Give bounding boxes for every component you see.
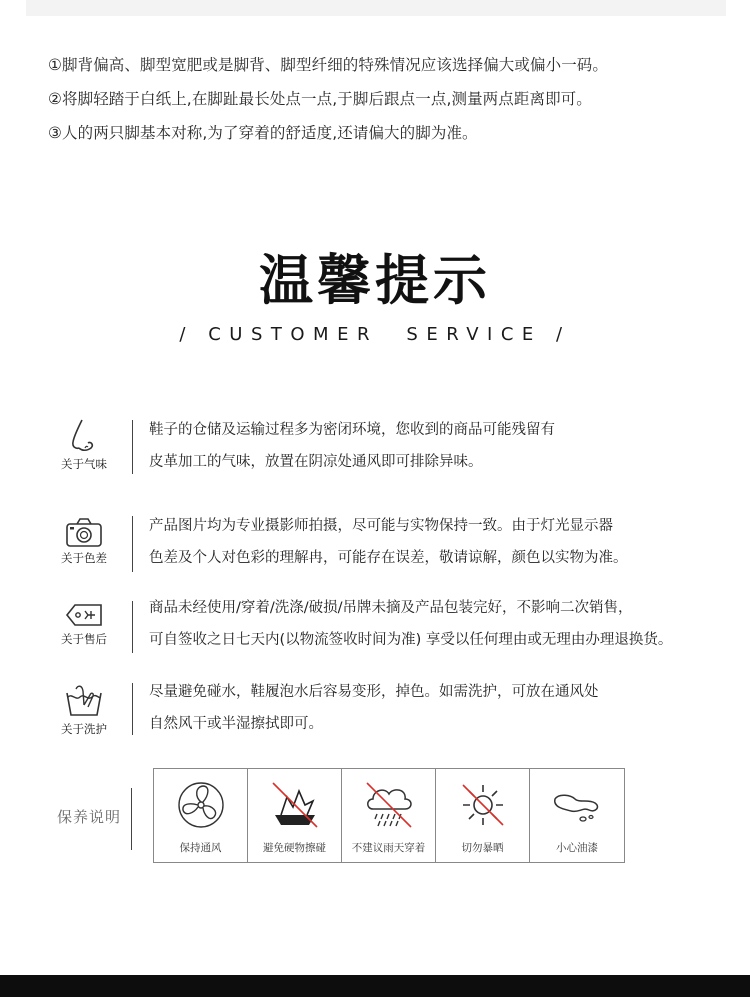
care-item-ventilate xyxy=(154,769,248,862)
tip-text xyxy=(149,676,739,740)
care-item-label: 不建议雨天穿着 xyxy=(351,842,426,854)
tip-washing xyxy=(54,683,734,743)
size-note: ①脚背偏高、脚型宽肥或是脚背、脚型纤细的特殊情况应该选择偏大或偏小一码。 xyxy=(48,56,608,74)
tag-icon xyxy=(64,601,104,629)
tip-line: 产品图片均为专业摄影师拍摄，尽可能与实物保持一致。由于灯光显示器 xyxy=(149,518,613,534)
care-item-paint xyxy=(530,769,624,862)
tip-line: 色差及个人对色彩的理解冉，可能存在误差，敬请谅解，颜色以实物为准。 xyxy=(149,550,628,566)
size-note: ③人的两只脚基本对称,为了穿着的舒适度,还请偏大的脚为准。 xyxy=(48,124,478,142)
care-divider xyxy=(131,788,132,850)
tip-line: 商品未经使用/穿着/洗涤/破损/吊牌未摘及产品包装完好，不影响二次销售， xyxy=(149,600,633,616)
tip-text xyxy=(149,414,739,478)
care-label: 保养说明 xyxy=(57,808,122,826)
tip-text xyxy=(149,592,739,656)
tip-label: 关于售后 xyxy=(61,632,107,646)
size-notes xyxy=(48,48,738,150)
tip-line: 可自签收之日七天内(以物流签收时间为准) 享受以任何理由或无理由办理退换货。 xyxy=(149,632,673,648)
top-banner-strip xyxy=(26,0,726,16)
tip-line: 皮革加工的气味，放置在阴凉处通风即可排除异味。 xyxy=(149,454,483,470)
care-item-label: 切勿暴晒 xyxy=(461,842,504,854)
tip-color xyxy=(54,516,734,576)
tip-divider xyxy=(132,516,133,572)
care-item-rain xyxy=(342,769,436,862)
tip-after-sales xyxy=(54,601,734,661)
section-subtitle: / CUSTOMER SERVICE / xyxy=(179,324,571,345)
tip-divider xyxy=(132,683,133,735)
sun-icon xyxy=(455,777,511,833)
tip-smell xyxy=(54,418,734,478)
tip-divider xyxy=(132,420,133,474)
care-item-sun xyxy=(436,769,530,862)
rain-icon xyxy=(361,777,417,833)
hard-object-icon xyxy=(267,777,323,833)
tip-label: 关于色差 xyxy=(61,551,107,565)
bottom-banner-strip xyxy=(0,975,750,997)
fan-icon xyxy=(173,777,229,833)
tip-line: 尽量避免碰水，鞋履泡水后容易变形，掉色。如需洗护，可放在通风处 xyxy=(149,684,599,700)
oil-icon xyxy=(549,777,605,833)
tip-label: 关于洗护 xyxy=(61,722,107,736)
size-note: ②将脚轻踏于白纸上,在脚趾最长处点一点,于脚后跟点一点,测量两点距离即可。 xyxy=(48,90,592,108)
care-grid xyxy=(153,768,625,863)
camera-icon xyxy=(64,516,104,548)
tip-divider xyxy=(132,601,133,653)
care-item-hard-objects xyxy=(248,769,342,862)
tip-line: 鞋子的仓储及运输过程多为密闭环境，您收到的商品可能残留有 xyxy=(149,422,555,438)
care-item-label: 避免硬物擦碰 xyxy=(263,842,326,854)
nose-icon xyxy=(64,418,104,454)
tip-text xyxy=(149,510,739,574)
tip-label: 关于气味 xyxy=(61,457,107,471)
care-item-label: 小心油漆 xyxy=(556,842,598,854)
care-item-label: 保持通风 xyxy=(179,842,222,854)
washing-icon xyxy=(64,683,104,719)
section-title: 温馨提示 xyxy=(259,249,491,312)
tip-line: 自然风干或半湿擦拭即可。 xyxy=(149,716,323,732)
